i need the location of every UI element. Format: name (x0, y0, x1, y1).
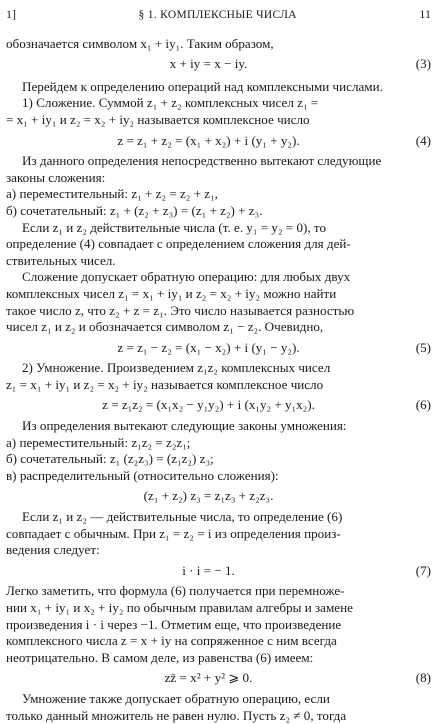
list-item: в) распределительный (относительно сложения): (6, 467, 279, 483)
text-line: нии x₁ + iy₁ и x₂ + iy₂ по обычным правилам алгебры и замене (6, 600, 353, 615)
equation-6 (6, 397, 431, 414)
list-item: а) переместительный: z₁ + z₂ = z₂ + z₁, (6, 186, 218, 202)
equation-number: (5) (415, 339, 431, 355)
equation-number: (3) (415, 56, 431, 72)
equation-number: (6) (415, 397, 431, 413)
equation-text: x + iy = x − iy. (169, 56, 248, 72)
equation-text: z = z₁ + z₂ = (x₁ + x₂) + i (y₁ + y₂). (117, 132, 300, 148)
text-line: 2) Умножение. Произведением z₁z₂ комплексных чисел (22, 360, 331, 376)
running-header (6, 6, 431, 24)
equation-text: z = z₁z₂ = (x₁x₂ − y₁y₂) + i (x₁y₂ + y₁x₂). (102, 397, 315, 413)
text-line: Умножение также допускает обратную операцию, если (22, 690, 330, 706)
text-line: Сложение допускает обратную операцию: для любых двух (22, 269, 351, 285)
page-number: 11 (419, 7, 431, 21)
text-line: такое число z, что z₂ + z = z₁. Это число называется разностью (6, 302, 355, 318)
text-line: законы сложения: (6, 169, 106, 185)
header-left: 1] (6, 7, 16, 21)
text-line: Из определения вытекают следующие законы умножения: (22, 418, 347, 434)
text-line: обозначается символом x₁ + iy₁. Таким образом, (6, 35, 274, 51)
equation-3 (6, 56, 431, 73)
text-line: произведения i · i через −1. Отметим еще, что произведение (6, 616, 342, 632)
text-line: Если z₁ и z₂ — действительные числа, то определение (6) (22, 509, 343, 525)
equation-4 (6, 133, 431, 150)
text-line: комплексных чисел z₁ = x₁ + iy₁ и z₂ = x₂ + iy₂ можно найти (6, 285, 337, 301)
equation-number: (8) (415, 670, 431, 686)
list-item: б) сочетательный: z₁ (z₂z₃) = (z₁z₂) z₃; (6, 451, 214, 467)
text-line: = x₁ + iy₁ и z₂ = x₂ + iy₂ называется комплексное число (6, 111, 310, 127)
text-line: определение (4) совпадает с определением сложения для дей- (6, 236, 351, 252)
equation-text: zz̄ = x² + y² ⩾ 0. (164, 670, 253, 686)
header-title: § 1. КОМПЛЕКСНЫЕ ЧИСЛА (138, 9, 297, 21)
text-line: Из данного определения непосредственно вытекают следующие (22, 153, 382, 169)
equation-text: (z₁ + z₂) z₃ = z₁z₃ + z₂z₃. (143, 488, 274, 504)
equation-text: i · i = − 1. (182, 562, 235, 578)
text-line: Легко заметить, что формула (6) получается при перемноже- (6, 583, 345, 599)
text-line: только данный множитель не равен нулю. Пусть z₂ ≠ 0, тогда (6, 707, 347, 723)
text-line: совпадает с обычным. При z₁ = z₂ = i из определения произ- (6, 525, 341, 541)
equation-number: (4) (415, 132, 431, 148)
text-line: Перейдем к определению операций над комплексными числами. (22, 78, 383, 94)
list-item: а) переместительный: z₁z₂ = z₂z₁; (6, 434, 191, 450)
list-item: б) сочетательный: z₁ + (z₂ + z₃) = (z₁ + z₂) + z₃. (6, 202, 263, 218)
text-line: 1) Сложение. Суммой z₁ + z₂ комплексных чисел z₁ = (22, 95, 319, 111)
equation-8 (6, 670, 431, 687)
equation-distributive (6, 488, 431, 505)
equation-text: z = z₁ − z₂ = (x₁ − x₂) + i (y₁ − y₂). (117, 339, 300, 355)
text-line: ведения следует: (6, 542, 100, 558)
text-line: z₁ = x₁ + iy₁ и z₂ = x₂ + iy₂ называется комплексное число (6, 376, 324, 392)
equation-number: (7) (415, 562, 431, 578)
equation-5 (6, 340, 431, 357)
text-line: неотрицательно. В самом деле, из равенства (6) имеем: (6, 649, 314, 665)
text-line: чисел z₁ и z₂ и обозначается символом z₁ − z₂. Очевидно, (6, 319, 324, 335)
text-line: Если z₁ и z₂ действительные числа (т. е. y₁ = y₂ = 0), то (22, 219, 327, 235)
equation-7 (6, 563, 431, 580)
text-line: ствительных чисел. (6, 252, 116, 268)
text-line: комплексного числа z = x + iy на сопряженное с ним всегда (6, 633, 337, 649)
